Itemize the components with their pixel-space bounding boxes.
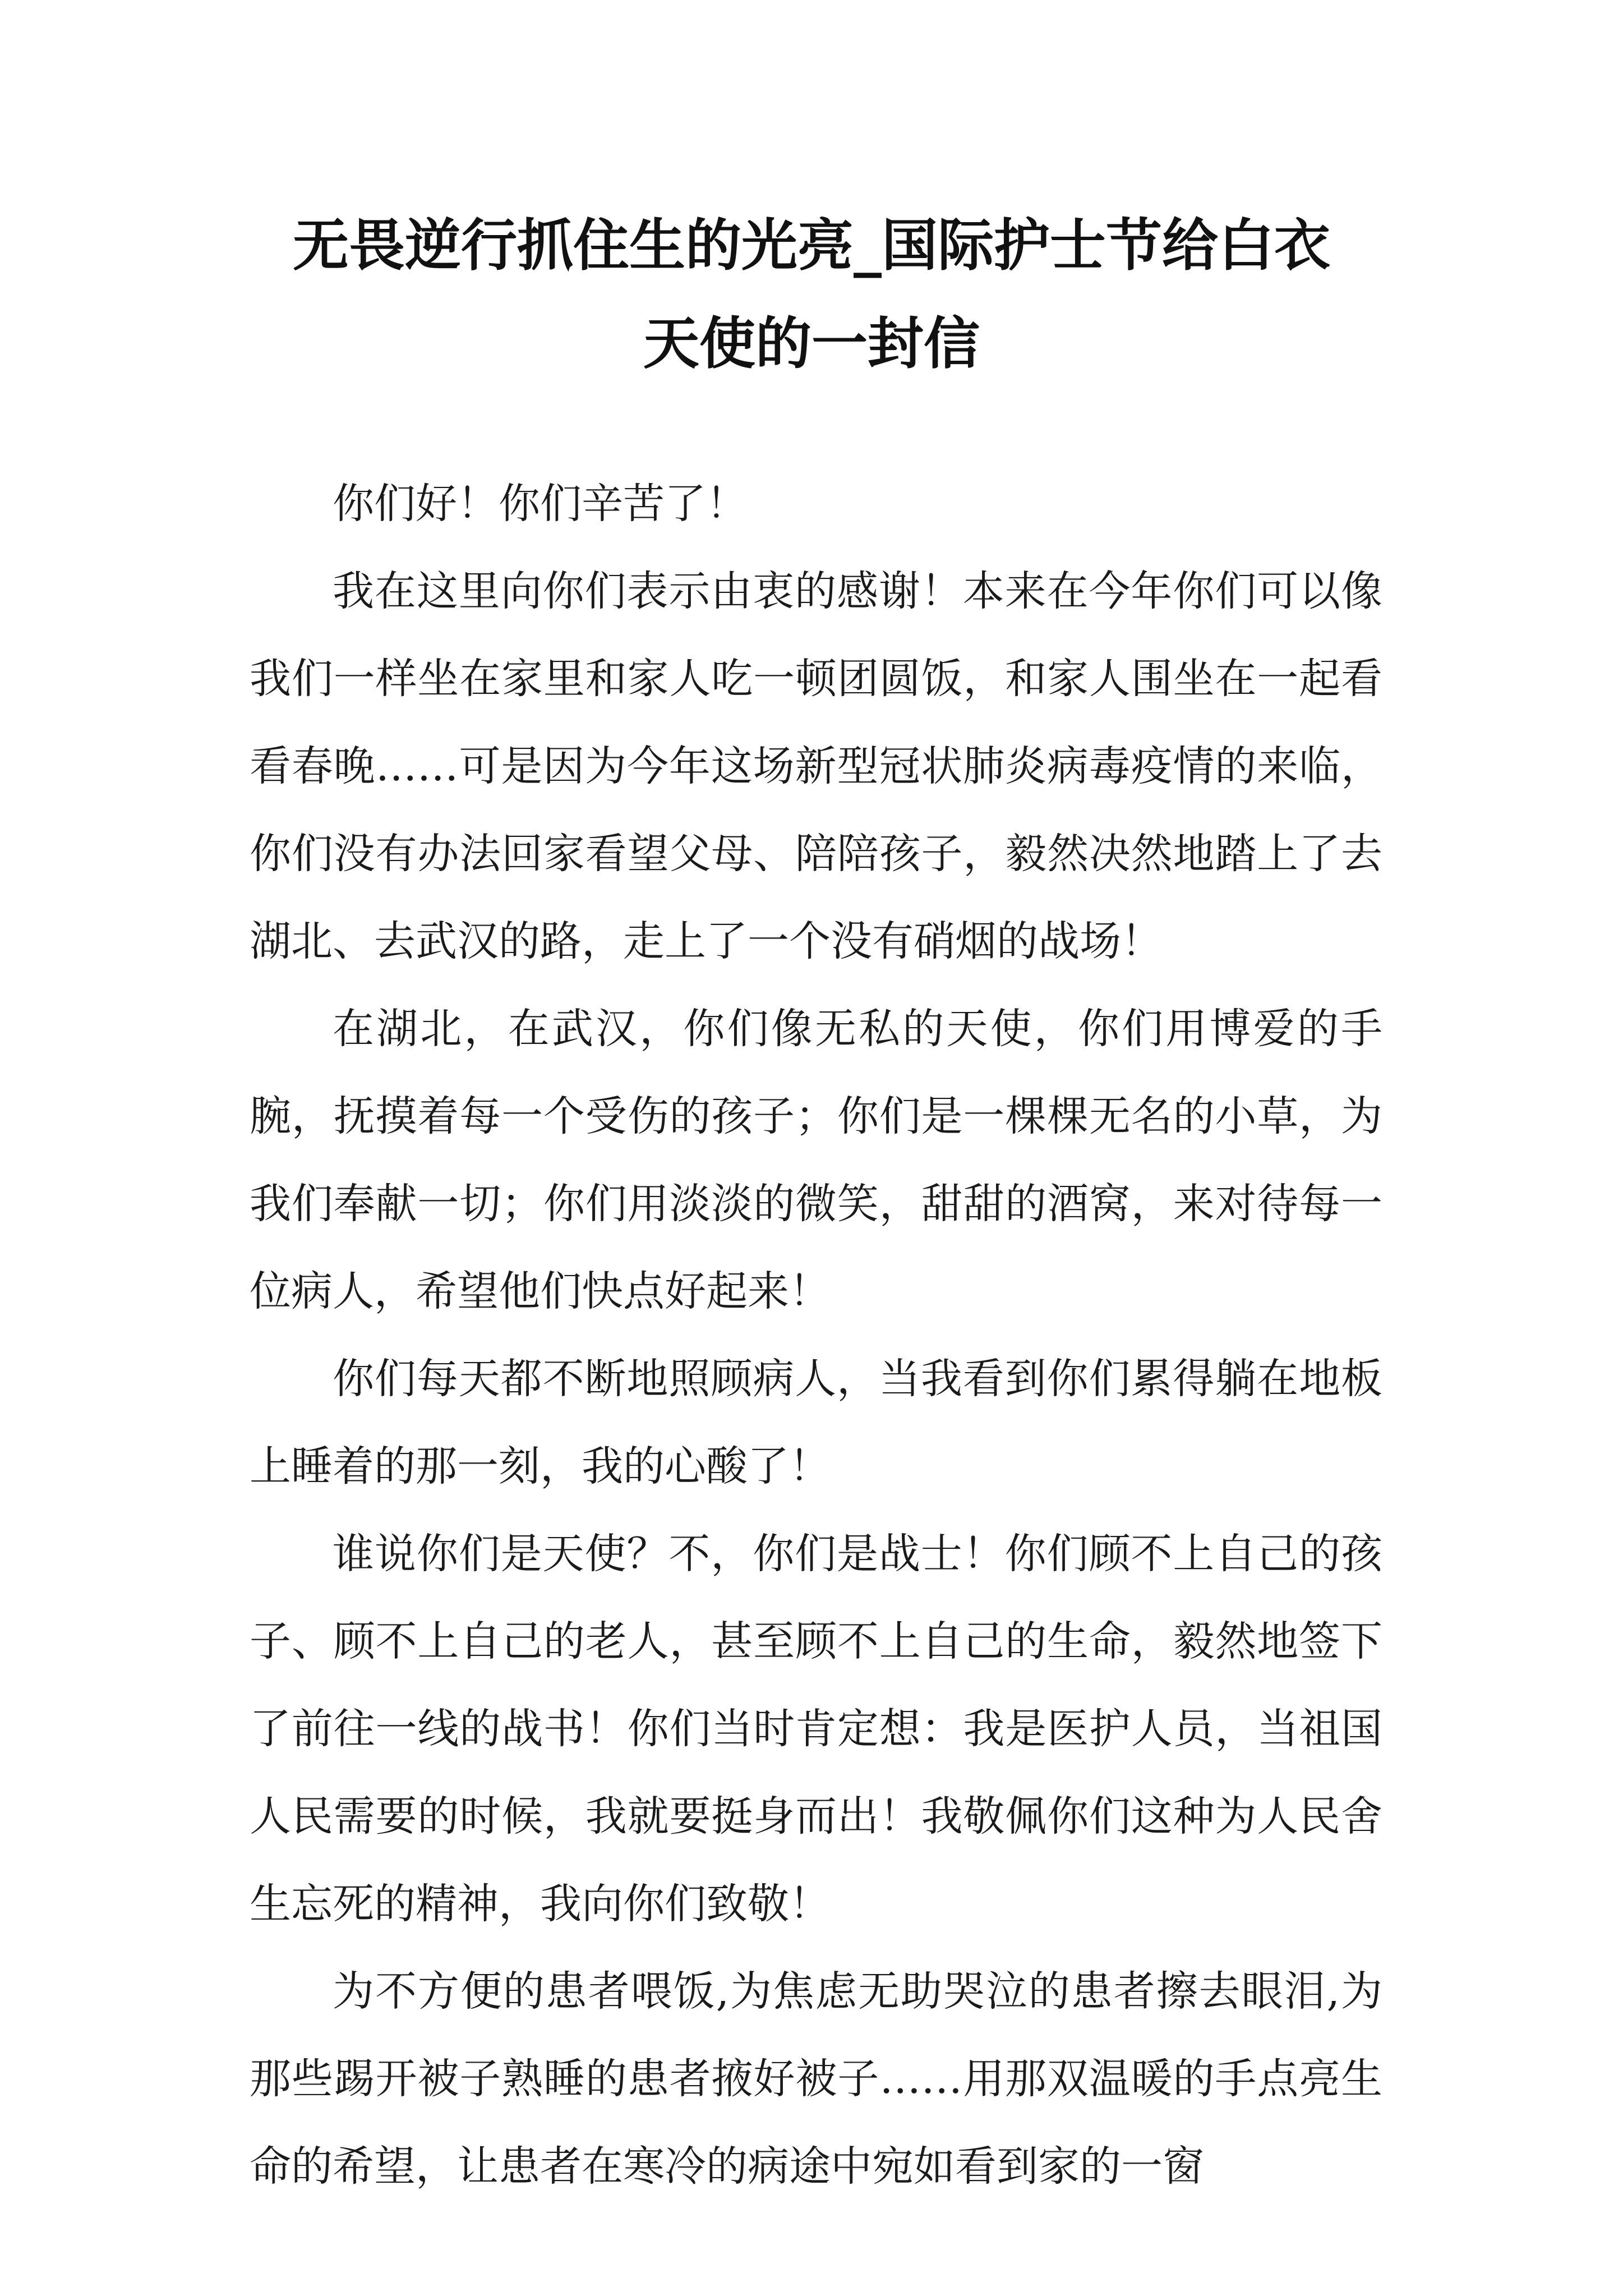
paragraph-thanks: 我在这里向你们表示由衷的感谢！本来在今年你们可以像我们一样坐在家里和家人吃一顿团圆饭，和家人围坐在一起看看春晚……可是因为今年这场新型冠状肺炎病毒疫情的来临，你们没有办法回家看望父母、陪陪孩子，毅然决然地踏上了去湖北、去武汉的路，走上了一个没有硝烟的战场！ [250, 567, 1382, 965]
paragraph-care: 你们每天都不断地照顾病人，当我看到你们累得躺在地板上睡着的那一刻，我的心酸了！ [250, 1355, 1382, 1490]
paragraph-hubei: 在湖北，在武汉，你们像无私的天使，你们用博爱的手腕，抚摸着每一个受伤的孩子；你们是一棵棵无名的小草，为我们奉献一切；你们用淡淡的微笑，甜甜的酒窝，来对待每一位病人，希望他们快点好起来！ [250, 1005, 1382, 1315]
paragraph-greeting: 你们好！你们辛苦了！ [333, 480, 748, 528]
paragraph-warriors: 谁说你们是天使？不，你们是战士！你们顾不上自己的孩子、顾不上自己的老人，甚至顾不上自己的生命，毅然地签下了前往一线的战书！你们当时肯定想：我是医护人员，当祖国人民需要的时候，我就要挺身而出！我敬佩你们这种为人民舍生忘死的精神，我向你们致敬！ [250, 1530, 1382, 1928]
paragraph-patients: 为不方便的患者喂饭,为焦虑无助哭泣的患者擦去眼泪,为那些踢开被子熟睡的患者掖好被子……用那双温暖的手点亮生命的希望，让患者在寒冷的病途中宛如看到家的一窗 [250, 1967, 1382, 2191]
title-line-2: 天使的一封信 [643, 310, 980, 376]
title-line-1: 无畏逆行抓住生的光亮_国际护士节给白衣 [293, 212, 1330, 278]
letter-body [250, 460, 1382, 2210]
document-title [168, 196, 1455, 393]
